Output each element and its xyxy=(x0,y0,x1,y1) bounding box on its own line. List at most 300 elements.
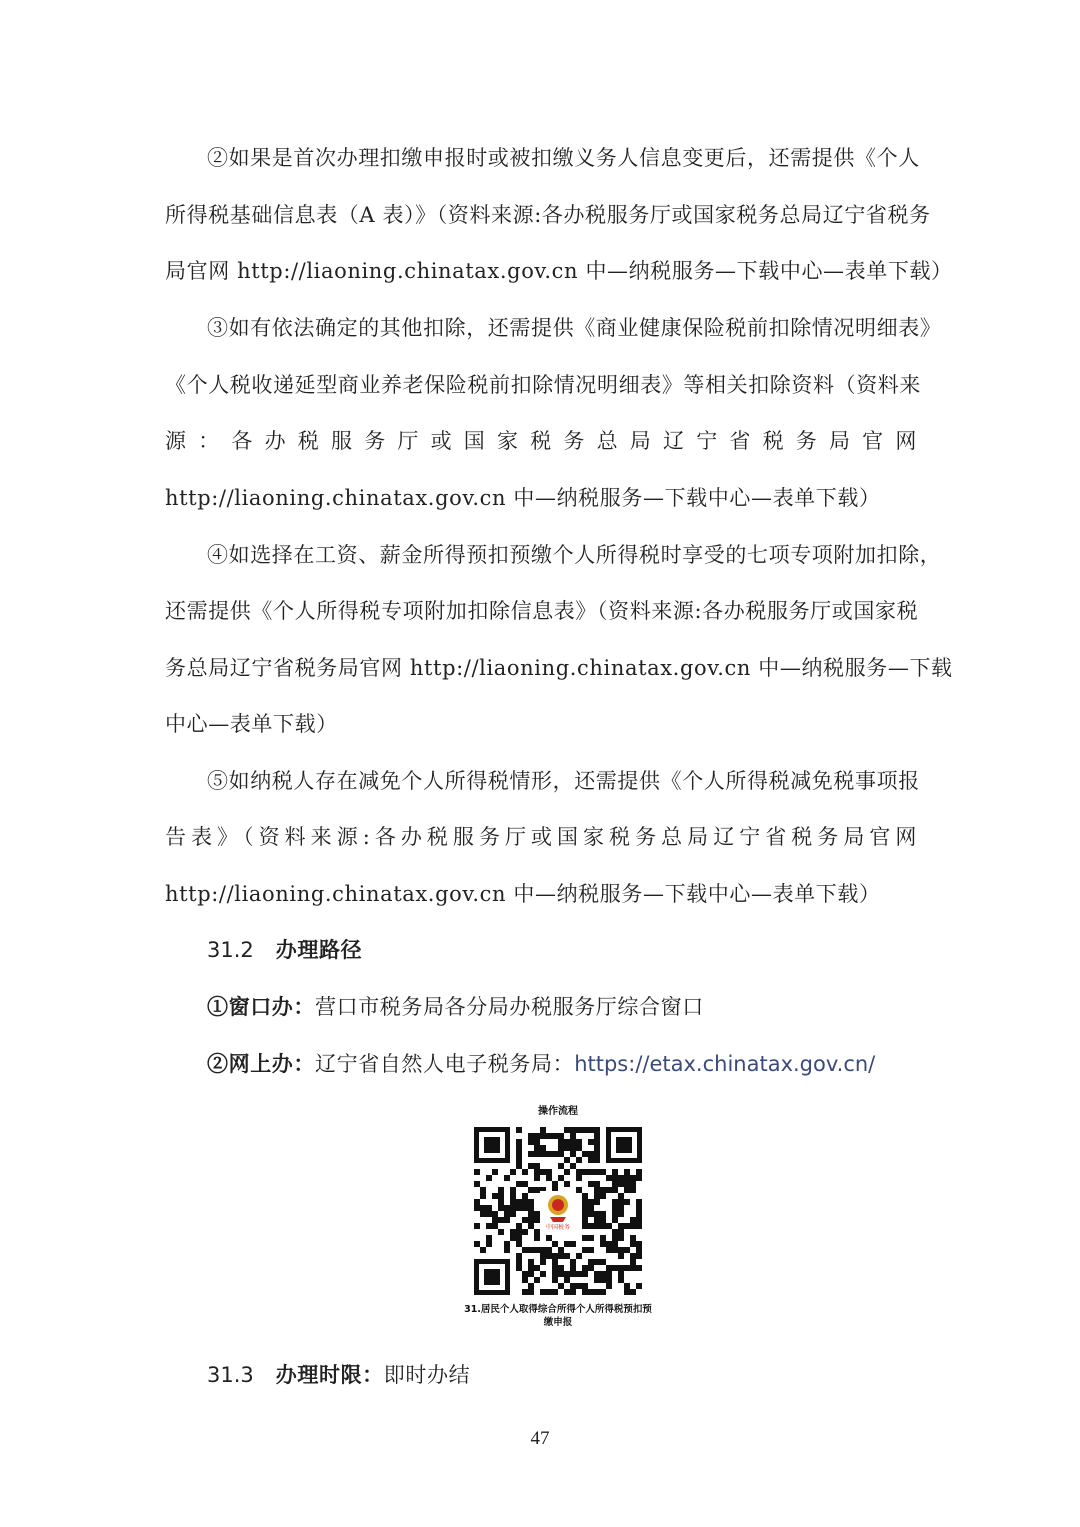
qr-module xyxy=(504,1211,510,1217)
qr-module xyxy=(504,1205,510,1211)
qr-module xyxy=(528,1139,534,1145)
qr-module xyxy=(582,1193,588,1199)
qr-module xyxy=(624,1223,630,1229)
qr-module xyxy=(546,1175,552,1181)
qr-module xyxy=(612,1217,618,1223)
qr-module xyxy=(600,1187,606,1193)
qr-module xyxy=(582,1265,588,1271)
qr-module xyxy=(618,1211,624,1217)
qr-module xyxy=(618,1175,624,1181)
qr-module xyxy=(522,1247,528,1253)
qr-module xyxy=(576,1127,582,1133)
qr-module xyxy=(516,1151,522,1157)
qr-module xyxy=(474,1181,480,1187)
qr-module xyxy=(618,1247,624,1253)
qr-module xyxy=(630,1235,636,1241)
qr-module xyxy=(570,1127,576,1133)
qr-module xyxy=(612,1181,618,1187)
qr-module xyxy=(522,1217,528,1223)
qr-module xyxy=(546,1253,552,1259)
qr-module xyxy=(600,1289,606,1295)
qr-module xyxy=(480,1247,486,1253)
qr-module xyxy=(510,1211,516,1217)
qr-code-graphic xyxy=(470,1123,646,1299)
qr-module xyxy=(528,1199,534,1205)
qr-module xyxy=(558,1151,564,1157)
qr-module xyxy=(588,1259,594,1265)
qr-module xyxy=(576,1169,582,1175)
qr-module xyxy=(564,1241,570,1247)
qr-caption-line1: 31.居民个人取得综合所得个人所得税预扣预 xyxy=(464,1304,652,1315)
qr-module xyxy=(582,1211,588,1217)
qr-caption xyxy=(450,1303,666,1329)
qr-module xyxy=(588,1181,594,1187)
qr-module xyxy=(516,1229,522,1235)
qr-module xyxy=(594,1169,600,1175)
qr-module xyxy=(528,1271,534,1277)
qr-module xyxy=(564,1253,570,1259)
qr-module xyxy=(600,1193,606,1199)
qr-module xyxy=(612,1229,618,1235)
qr-module xyxy=(552,1151,558,1157)
item2-line2: 所得税基础信息表（A 表）》（资料来源:各办税服务厅或国家税务总局辽宁省税务 xyxy=(165,203,931,227)
qr-module xyxy=(528,1187,534,1193)
qr-module xyxy=(594,1199,600,1205)
qr-module xyxy=(564,1289,570,1295)
qr-module xyxy=(540,1151,546,1157)
qr-module xyxy=(618,1205,624,1211)
qr-module xyxy=(570,1133,576,1139)
qr-module xyxy=(624,1199,630,1205)
qr-module xyxy=(504,1217,510,1223)
qr-module xyxy=(588,1265,594,1271)
qr-module xyxy=(636,1175,642,1181)
qr-module xyxy=(594,1193,600,1199)
item4-line4: 中心—表单下载） xyxy=(165,712,338,736)
qr-module xyxy=(510,1229,516,1235)
qr-module xyxy=(582,1247,588,1253)
qr-module xyxy=(588,1211,594,1217)
qr-module xyxy=(486,1175,492,1181)
qr-module xyxy=(540,1259,546,1265)
qr-module xyxy=(558,1175,564,1181)
qr-module xyxy=(636,1247,642,1253)
qr-module xyxy=(510,1235,516,1241)
qr-module xyxy=(474,1199,480,1205)
qr-module xyxy=(576,1253,582,1259)
qr-module xyxy=(498,1205,504,1211)
qr-module xyxy=(516,1145,522,1151)
qr-module xyxy=(606,1283,612,1289)
qr-module xyxy=(510,1169,516,1175)
qr-module xyxy=(510,1205,516,1211)
qr-module xyxy=(594,1151,600,1157)
qr-module xyxy=(480,1205,486,1211)
qr-module xyxy=(630,1187,636,1193)
qr-module xyxy=(636,1253,642,1259)
item5-line1: ⑤如纳税人存在减免个人所得税情形，还需提供《个人所得税减免税事项报 xyxy=(207,769,920,793)
qr-module xyxy=(492,1223,498,1229)
qr-module xyxy=(588,1235,594,1241)
qr-module xyxy=(606,1277,612,1283)
qr-module xyxy=(594,1277,600,1283)
qr-module xyxy=(594,1211,600,1217)
qr-module xyxy=(594,1289,600,1295)
qr-module xyxy=(546,1133,552,1139)
qr-module xyxy=(492,1169,498,1175)
qr-module xyxy=(618,1253,624,1259)
qr-module xyxy=(486,1241,492,1247)
qr-module xyxy=(600,1223,606,1229)
qr-module xyxy=(498,1193,504,1199)
qr-module xyxy=(612,1211,618,1217)
qr-figure xyxy=(450,1105,666,1329)
qr-module xyxy=(516,1199,522,1205)
qr-module xyxy=(522,1229,528,1235)
qr-module xyxy=(594,1259,600,1265)
qr-module xyxy=(540,1127,546,1133)
qr-module xyxy=(564,1181,570,1187)
qr-module xyxy=(540,1133,546,1139)
section-title: 办理时限： xyxy=(275,1362,384,1387)
qr-module xyxy=(564,1169,570,1175)
qr-module xyxy=(510,1199,516,1205)
qr-module xyxy=(534,1217,540,1223)
qr-module xyxy=(528,1265,534,1271)
qr-module xyxy=(570,1271,576,1277)
qr-module xyxy=(534,1265,540,1271)
qr-module xyxy=(576,1271,582,1277)
qr-module xyxy=(558,1283,564,1289)
window-label: ①窗口办： xyxy=(207,994,315,1019)
item3-line2: 《个人税收递延型商业养老保险税前扣除情况明细表》等相关扣除资料（资料来 xyxy=(165,373,921,397)
qr-module xyxy=(516,1181,522,1187)
qr-module xyxy=(588,1205,594,1211)
qr-module xyxy=(540,1253,546,1259)
qr-module xyxy=(630,1241,636,1247)
qr-module xyxy=(612,1247,618,1253)
qr-module xyxy=(486,1211,492,1217)
qr-module xyxy=(540,1289,546,1295)
qr-module xyxy=(546,1151,552,1157)
qr-module xyxy=(618,1235,624,1241)
tax-emblem-icon xyxy=(540,1191,576,1231)
item5-line2: 告表》（资料来源:各办税服务厅或国家税务总局辽宁省税务局官网 xyxy=(165,825,917,849)
qr-module xyxy=(594,1145,600,1151)
qr-module xyxy=(540,1169,546,1175)
qr-module xyxy=(564,1277,570,1283)
qr-module xyxy=(630,1265,636,1271)
qr-module xyxy=(516,1139,522,1145)
section-number: 31.3 xyxy=(207,1363,254,1387)
qr-module xyxy=(528,1259,534,1265)
qr-module xyxy=(624,1169,630,1175)
qr-module xyxy=(576,1283,582,1289)
qr-finder-top-right xyxy=(606,1127,642,1163)
qr-module xyxy=(600,1169,606,1175)
qr-module xyxy=(552,1253,558,1259)
qr-caption-line2: 缴申报 xyxy=(543,1317,573,1328)
qr-module xyxy=(540,1247,546,1253)
qr-module xyxy=(570,1241,576,1247)
qr-module xyxy=(546,1235,552,1241)
qr-module xyxy=(564,1145,570,1151)
qr-module xyxy=(606,1187,612,1193)
qr-module xyxy=(636,1199,642,1205)
qr-module xyxy=(606,1175,612,1181)
qr-module xyxy=(612,1187,618,1193)
qr-module xyxy=(618,1199,624,1205)
emblem-text: 中国税务 xyxy=(545,1224,571,1231)
qr-module xyxy=(588,1151,594,1157)
qr-module xyxy=(582,1217,588,1223)
qr-title: 操作流程 xyxy=(538,1106,578,1117)
item4-line3: 务总局辽宁省税务局官网 http://liaoning.chinatax.gov.cn 中—纳税服务—下载 xyxy=(165,656,953,680)
qr-module xyxy=(594,1127,600,1133)
qr-module xyxy=(588,1199,594,1205)
qr-module xyxy=(552,1289,558,1295)
qr-module xyxy=(570,1283,576,1289)
qr-module xyxy=(600,1211,606,1217)
item2-line3: 局官网 http://liaoning.chinatax.gov.cn 中—纳税服务—下载中心—表单下载） xyxy=(165,259,953,283)
item3-line4: http://liaoning.chinatax.gov.cn 中—纳税服务—下载中心—表单下载） xyxy=(165,486,881,510)
qr-module xyxy=(630,1175,636,1181)
qr-module xyxy=(612,1241,618,1247)
qr-module xyxy=(594,1181,600,1187)
qr-module xyxy=(540,1271,546,1277)
qr-module xyxy=(570,1265,576,1271)
qr-module xyxy=(516,1205,522,1211)
qr-module xyxy=(564,1127,570,1133)
qr-module xyxy=(528,1151,534,1157)
qr-module xyxy=(552,1259,558,1265)
qr-module xyxy=(522,1181,528,1187)
qr-module xyxy=(558,1271,564,1277)
qr-module xyxy=(582,1223,588,1229)
qr-module xyxy=(516,1127,522,1133)
qr-module xyxy=(534,1247,540,1253)
qr-module xyxy=(558,1253,564,1259)
qr-module xyxy=(624,1187,630,1193)
qr-module xyxy=(630,1253,636,1259)
qr-code[interactable] xyxy=(470,1123,646,1299)
qr-module xyxy=(534,1211,540,1217)
qr-module xyxy=(570,1151,576,1157)
qr-module xyxy=(570,1289,576,1295)
qr-module xyxy=(528,1223,534,1229)
qr-module xyxy=(504,1247,510,1253)
qr-module xyxy=(528,1217,534,1223)
qr-module xyxy=(630,1289,636,1295)
qr-module xyxy=(546,1247,552,1253)
qr-module xyxy=(534,1235,540,1241)
qr-module xyxy=(600,1259,606,1265)
item5-line3: http://liaoning.chinatax.gov.cn 中—纳税服务—下载中心—表单下载） xyxy=(165,882,881,906)
window-text: 营口市税务局各分局办税服务厅综合窗口 xyxy=(315,995,704,1019)
qr-module xyxy=(504,1241,510,1247)
qr-module xyxy=(480,1187,486,1193)
qr-module xyxy=(504,1175,510,1181)
qr-module xyxy=(594,1139,600,1145)
qr-module xyxy=(576,1139,582,1145)
qr-module xyxy=(528,1283,534,1289)
qr-finder-bottom-left xyxy=(474,1259,510,1295)
qr-module xyxy=(594,1187,600,1193)
qr-module xyxy=(516,1223,522,1229)
qr-module xyxy=(552,1181,558,1187)
qr-module xyxy=(528,1205,534,1211)
qr-module xyxy=(486,1235,492,1241)
qr-module xyxy=(564,1157,570,1163)
qr-module xyxy=(594,1133,600,1139)
qr-module xyxy=(534,1187,540,1193)
qr-module xyxy=(630,1181,636,1187)
qr-module xyxy=(582,1151,588,1157)
qr-module xyxy=(534,1151,540,1157)
qr-module xyxy=(606,1271,612,1277)
qr-module xyxy=(492,1211,498,1217)
qr-module xyxy=(528,1133,534,1139)
qr-module xyxy=(534,1169,540,1175)
qr-module xyxy=(582,1283,588,1289)
qr-module xyxy=(612,1205,618,1211)
qr-module xyxy=(636,1283,642,1289)
qr-module xyxy=(612,1235,618,1241)
qr-module xyxy=(582,1199,588,1205)
qr-module xyxy=(594,1217,600,1223)
qr-module xyxy=(564,1139,570,1145)
qr-module xyxy=(636,1217,642,1223)
qr-module xyxy=(576,1187,582,1193)
qr-module xyxy=(600,1235,606,1241)
qr-module xyxy=(564,1271,570,1277)
qr-module xyxy=(636,1265,642,1271)
qr-module xyxy=(636,1223,642,1229)
qr-module xyxy=(498,1217,504,1223)
qr-module xyxy=(480,1193,486,1199)
qr-module xyxy=(534,1175,540,1181)
qr-module xyxy=(588,1127,594,1133)
qr-module xyxy=(570,1163,576,1169)
qr-module xyxy=(606,1247,612,1253)
qr-module xyxy=(624,1283,630,1289)
qr-module xyxy=(582,1235,588,1241)
qr-module xyxy=(552,1133,558,1139)
qr-module xyxy=(612,1199,618,1205)
qr-module xyxy=(522,1193,528,1199)
qr-module xyxy=(534,1139,540,1145)
qr-module xyxy=(612,1265,618,1271)
qr-module xyxy=(474,1205,480,1211)
qr-module xyxy=(588,1223,594,1229)
qr-module xyxy=(558,1163,564,1169)
qr-module xyxy=(618,1277,624,1283)
qr-module xyxy=(516,1253,522,1259)
qr-module xyxy=(570,1139,576,1145)
qr-module xyxy=(522,1289,528,1295)
qr-module xyxy=(582,1289,588,1295)
qr-module xyxy=(636,1205,642,1211)
item4-line2: 还需提供《个人所得税专项附加扣除信息表》（资料来源:各办税服务厅或国家税 xyxy=(165,599,919,623)
online-text: 辽宁省自然人电子税务局： xyxy=(315,1052,575,1076)
qr-module xyxy=(594,1223,600,1229)
qr-module xyxy=(528,1289,534,1295)
qr-module xyxy=(516,1235,522,1241)
section-31-2-heading xyxy=(207,935,919,965)
qr-module xyxy=(486,1223,492,1229)
section-title: 办理路径 xyxy=(275,937,363,962)
qr-module xyxy=(594,1157,600,1163)
qr-module xyxy=(498,1199,504,1205)
qr-module xyxy=(618,1223,624,1229)
qr-module xyxy=(600,1277,606,1283)
qr-module xyxy=(576,1175,582,1181)
qr-module xyxy=(618,1181,624,1187)
qr-module xyxy=(606,1265,612,1271)
qr-module xyxy=(624,1181,630,1187)
qr-finder-top-left xyxy=(474,1127,510,1163)
qr-module xyxy=(516,1259,522,1265)
qr-module xyxy=(558,1139,564,1145)
item3-line3: 源：各办税服务厅或国家税务总局辽宁省税务局官网 xyxy=(165,429,917,453)
qr-module xyxy=(606,1241,612,1247)
qr-module xyxy=(534,1277,540,1283)
qr-module xyxy=(594,1271,600,1277)
qr-module xyxy=(534,1229,540,1235)
qr-module xyxy=(522,1199,528,1205)
qr-module xyxy=(618,1271,624,1277)
qr-module xyxy=(474,1223,480,1229)
qr-module xyxy=(618,1193,624,1199)
qr-module xyxy=(570,1145,576,1151)
qr-module xyxy=(606,1223,612,1229)
qr-module xyxy=(528,1247,534,1253)
qr-module xyxy=(522,1205,528,1211)
qr-module xyxy=(480,1211,486,1217)
qr-module xyxy=(522,1169,528,1175)
qr-module xyxy=(624,1175,630,1181)
qr-module xyxy=(522,1271,528,1277)
etax-link[interactable]: https://etax.chinatax.gov.cn/ xyxy=(574,1052,876,1076)
qr-module xyxy=(600,1217,606,1223)
window-path-line xyxy=(207,992,919,1022)
item4-line1: ④如选择在工资、薪金所得预扣预缴个人所得税时享受的七项专项附加扣除， xyxy=(207,543,942,567)
qr-module xyxy=(528,1163,534,1169)
qr-module xyxy=(636,1241,642,1247)
qr-module xyxy=(582,1127,588,1133)
qr-module xyxy=(534,1145,540,1151)
qr-module xyxy=(630,1259,636,1265)
qr-module xyxy=(618,1229,624,1235)
qr-module xyxy=(516,1157,522,1163)
qr-module xyxy=(558,1247,564,1253)
qr-module xyxy=(492,1193,498,1199)
qr-module xyxy=(534,1133,540,1139)
qr-module xyxy=(588,1157,594,1163)
qr-module xyxy=(588,1169,594,1175)
qr-module xyxy=(612,1169,618,1175)
online-label: ②网上办： xyxy=(207,1051,315,1076)
online-path-line xyxy=(207,1049,919,1079)
qr-module xyxy=(498,1187,504,1193)
qr-module xyxy=(582,1271,588,1277)
page-number: 47 xyxy=(530,1428,550,1449)
qr-module xyxy=(516,1241,522,1247)
qr-module xyxy=(552,1271,558,1277)
qr-module xyxy=(492,1217,498,1223)
qr-module xyxy=(510,1193,516,1199)
qr-module xyxy=(600,1271,606,1277)
